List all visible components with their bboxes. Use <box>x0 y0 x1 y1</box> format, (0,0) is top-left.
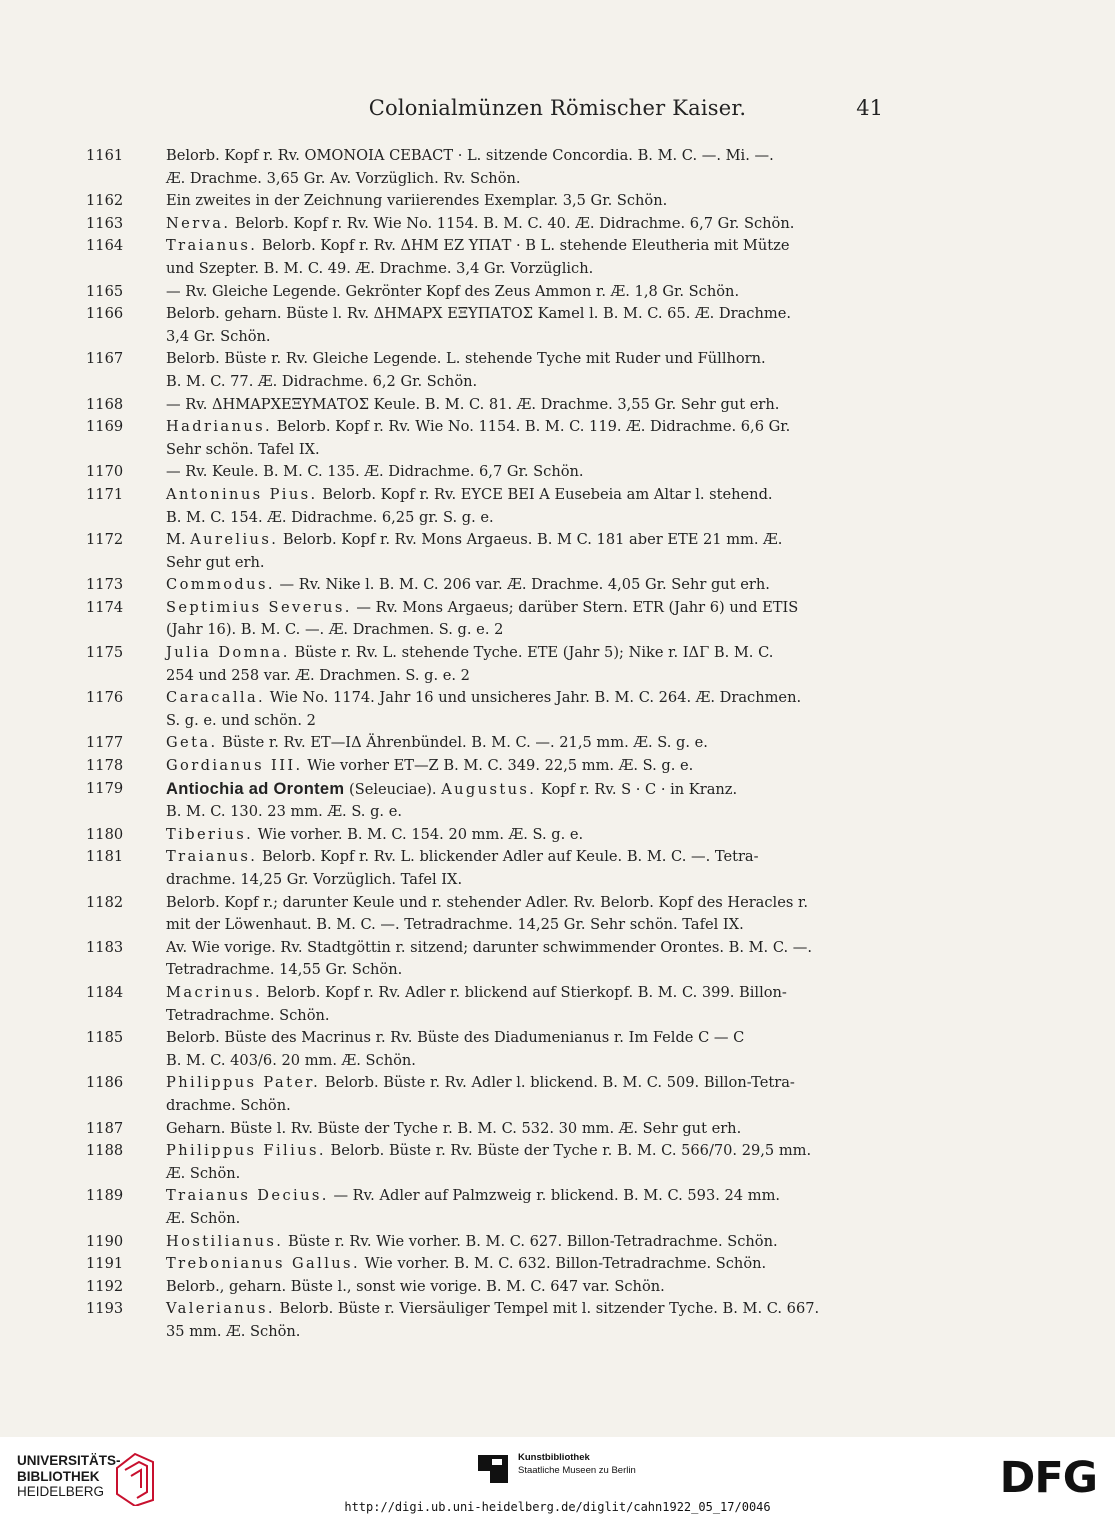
ruler-name: Trebonianus Gallus. <box>166 1255 360 1273</box>
entry-number: 1171 <box>86 485 124 503</box>
catalogue-entry <box>86 982 894 1027</box>
ruler-prenomen: M. <box>166 531 186 549</box>
catalogue-entry <box>86 597 894 642</box>
entry-number: 1167 <box>86 350 124 368</box>
entry-number: 1177 <box>86 734 124 752</box>
ub-logo-text <box>17 1453 121 1500</box>
entry-line <box>166 937 894 960</box>
entry-line <box>166 597 894 620</box>
entry-line <box>166 1027 894 1050</box>
entry-number: 1175 <box>86 644 124 662</box>
entry-number: 1172 <box>86 531 124 549</box>
entry-text: — Rv. Adler auf Palmzweig r. blickend. B. M. C. 593. 24 mm. <box>333 1187 781 1205</box>
entry-text: Belorb. geharn. Büste l. Rv. ΔΗΜΑΡΧ ΕΞΥΠΑΤΟΣ Kamel l. B. M. C. 65. Æ. Drachme. <box>166 305 791 323</box>
entry-text: mit der Löwenhaut. B. M. C. —. Tetradrachme. 14,25 Gr. Sehr schön. Tafel IX. <box>166 916 744 934</box>
entry-line <box>166 1163 894 1186</box>
entry-text: und Szepter. B. M. C. 49. Æ. Drachme. 3,4 Gr. Vorzüglich. <box>166 259 594 277</box>
dfg-logo[interactable]: DFG <box>999 1453 1097 1503</box>
entry-number: 1187 <box>86 1119 124 1137</box>
entry-number: 1189 <box>86 1187 124 1205</box>
entry-text: Ein zweites in der Zeichnung variierendes Exemplar. 3,5 Gr. Schön. <box>166 192 668 210</box>
entry-line <box>166 619 894 642</box>
entry-number: 1184 <box>86 983 124 1001</box>
entry-line <box>166 914 894 937</box>
entry-number: 1180 <box>86 825 124 843</box>
entry-number: 1173 <box>86 576 124 594</box>
entry-text: Belorb. Büste des Macrinus r. Rv. Büste des Diadumenianus r. Im Felde C — C <box>166 1029 745 1047</box>
entry-number: 1192 <box>86 1277 124 1295</box>
entry-text: — Rv. Mons Argaeus; darüber Stern. ΕΤR (Jahr 6) und ΕΤΙS <box>356 598 799 616</box>
entry-text: B. M. C. 403/6. 20 mm. Æ. Schön. <box>166 1051 416 1069</box>
entry-line <box>166 1208 894 1231</box>
catalogue-entry <box>86 1072 894 1117</box>
permalink-url[interactable]: http://digi.ub.uni-heidelberg.de/diglit/cahn1922_05_17/0046 <box>344 1500 771 1514</box>
entry-text: Büste r. Rv. ΕΤ—ΙΔ Ährenbündel. B. M. C. —. 21,5 mm. Æ. S. g. e. <box>222 734 708 752</box>
ruler-name: Valerianus. <box>166 1300 275 1318</box>
catalogue-entry <box>86 642 894 687</box>
entry-number: 1169 <box>86 418 124 436</box>
ruler-name: Hadrianus. <box>166 418 273 436</box>
entry-text: Tetradrachme. Schön. <box>166 1006 330 1024</box>
entry-text: Æ. Schön. <box>166 1209 241 1227</box>
catalogue-entry <box>86 824 894 847</box>
entry-line <box>166 190 894 213</box>
entry-number: 1168 <box>86 395 124 413</box>
ruler-name: Traianus Decius. <box>166 1187 329 1205</box>
entry-line <box>166 1140 894 1163</box>
entry-text: Geharn. Büste l. Rv. Büste der Tyche r. B. M. C. 532. 30 mm. Æ. Sehr gut erh. <box>166 1119 742 1137</box>
entry-line <box>166 642 894 665</box>
entry-text: — Rv. Gleiche Legende. Gekrönter Kopf des Zeus Ammon r. Æ. 1,8 Gr. Schön. <box>166 282 740 300</box>
entry-number: 1183 <box>86 938 124 956</box>
ub-emblem-icon <box>113 1448 157 1506</box>
entry-line <box>166 484 894 507</box>
entry-text: Belorb. Kopf r. Rv. Wie No. 1154. B. M. C. 119. Æ. Didrachme. 6,6 Gr. <box>276 418 791 436</box>
entry-line <box>166 1072 894 1095</box>
entry-text: — Rv. Nike l. B. M. C. 206 var. Æ. Drachme. 4,05 Gr. Sehr gut erh. <box>279 576 770 594</box>
entry-number: 1176 <box>86 689 124 707</box>
entry-line <box>166 258 894 281</box>
ruler-name: Augustus. <box>441 780 537 798</box>
entry-text: Av. Wie vorige. Rv. Stadtgöttin r. sitzend; darunter schwimmender Orontes. B. M. C. —. <box>166 938 812 956</box>
kunstbibliothek-emblem-icon <box>478 1455 508 1483</box>
ub-logo-line3: HEIDELBERG <box>17 1484 105 1499</box>
entry-text: Belorb., geharn. Büste l., sonst wie vorige. B. M. C. 647 var. Schön. <box>166 1277 665 1295</box>
catalogue-entry <box>86 1231 894 1254</box>
ruler-name: Hostilianus. <box>166 1232 284 1250</box>
entry-line <box>166 755 894 778</box>
entry-text: Wie vorher. B. M. C. 154. 20 mm. Æ. S. g. e. <box>257 825 584 843</box>
page-header <box>0 96 1115 122</box>
entry-line <box>166 348 894 371</box>
catalogue-entry <box>86 1253 894 1276</box>
kunstbibliothek-text <box>518 1451 636 1477</box>
ruler-name: Septimius Severus. <box>166 598 352 616</box>
entry-number: 1162 <box>86 192 124 210</box>
entry-number: 1179 <box>86 779 124 797</box>
catalogue-entry <box>86 190 894 213</box>
entry-line <box>166 574 894 597</box>
catalogue-entry <box>86 1298 894 1343</box>
catalogue-entry <box>86 846 894 891</box>
entry-line <box>166 1118 894 1141</box>
entry-line <box>166 1231 894 1254</box>
entry-line <box>166 507 894 530</box>
ruler-name: Julia Domna. <box>166 644 290 662</box>
entry-text: Belorb. Büste r. Rv. Büste der Tyche r. B. M. C. 566/70. 29,5 mm. <box>330 1142 812 1160</box>
entry-text: Belorb. Kopf r. Rv. Adler r. blickend auf Stierkopf. B. M. C. 399. Billon- <box>266 983 787 1001</box>
ruler-name: Traianus. <box>166 237 258 255</box>
entry-line <box>166 1253 894 1276</box>
entry-line <box>166 982 894 1005</box>
catalogue-entry <box>86 416 894 461</box>
section-heading-tail: (Seleuciae). <box>349 780 437 798</box>
catalogue-entry <box>86 1140 894 1185</box>
entry-line <box>166 1095 894 1118</box>
page-title: Colonialmünzen Römischer Kaiser. <box>368 96 747 120</box>
ruler-name: Tiberius. <box>166 825 254 843</box>
entry-text: 35 mm. Æ. Schön. <box>166 1322 301 1340</box>
ruler-name: Geta. <box>166 734 218 752</box>
ruler-name: Philippus Pater. <box>166 1074 321 1092</box>
entry-text: Belorb. Kopf r. Rv. ΔΗΜ ΕΖ ΥΠΑΤ · Β L. stehende Eleutheria mit Mütze <box>261 237 790 255</box>
entry-text: Tetradrachme. 14,55 Gr. Schön. <box>166 961 403 979</box>
ruler-name: Caracalla. <box>166 689 266 707</box>
catalogue-entry <box>86 303 894 348</box>
entry-text: Belorb. Büste r. Rv. Adler l. blickend. B. M. C. 509. Billon-Tetra- <box>324 1074 795 1092</box>
catalogue-entry <box>86 1118 894 1141</box>
entry-line <box>166 1185 894 1208</box>
entry-text: Æ. Schön. <box>166 1164 241 1182</box>
entry-number: 1174 <box>86 598 124 616</box>
entry-text: Belorb. Kopf r.; darunter Keule und r. stehender Adler. Rv. Belorb. Kopf des Heracles r. <box>166 893 808 911</box>
catalogue-entry <box>86 755 894 778</box>
entry-line <box>166 710 894 733</box>
entry-text: Belorb. Kopf r. Rv. L. blickender Adler auf Keule. B. M. C. —. Tetra- <box>261 848 759 866</box>
entry-line <box>166 1321 894 1344</box>
section-heading: Antiochia ad Orontem <box>166 779 345 798</box>
catalogue-entry <box>86 1276 894 1299</box>
catalogue-entry <box>86 574 894 597</box>
entry-text: Belorb. Kopf r. Rv. Mons Argaeus. B. M C. 181 aber ΕΤΕ 21 mm. Æ. <box>282 531 783 549</box>
ruler-name: Macrinus. <box>166 983 262 1001</box>
entry-number: 1191 <box>86 1255 124 1273</box>
catalogue-entry <box>86 484 894 529</box>
catalogue-entry <box>86 461 894 484</box>
kunstbibliothek-logo[interactable] <box>478 1451 678 1489</box>
entry-number: 1170 <box>86 463 124 481</box>
entry-line <box>166 326 894 349</box>
entry-text: Kopf r. Rv. S · C · in Kranz. <box>541 780 738 798</box>
entry-text: Wie vorher. B. M. C. 632. Billon-Tetradrachme. Schön. <box>364 1255 767 1273</box>
entry-line <box>166 892 894 915</box>
footer-bar <box>0 1437 1115 1519</box>
catalogue-entry <box>86 1185 894 1230</box>
ruler-name: Antoninus Pius. <box>166 485 318 503</box>
catalogue-entry <box>86 281 894 304</box>
ub-logo-line2: BIBLIOTHEK <box>17 1468 100 1484</box>
entry-line <box>166 213 894 236</box>
catalogue-entries <box>86 145 894 1343</box>
entry-text: — Rv. Keule. B. M. C. 135. Æ. Didrachme. 6,7 Gr. Schön. <box>166 463 584 481</box>
entry-line <box>166 824 894 847</box>
entry-line <box>166 552 894 575</box>
entry-number: 1165 <box>86 282 124 300</box>
entry-line <box>166 846 894 869</box>
entry-text: B. M. C. 77. Æ. Didrachme. 6,2 Gr. Schön. <box>166 372 478 390</box>
entry-text: drachme. Schön. <box>166 1096 291 1114</box>
entry-line <box>166 394 894 417</box>
catalogue-entry <box>86 892 894 937</box>
catalogue-entry <box>86 348 894 393</box>
entry-text: S. g. e. und schön. 2 <box>166 711 316 729</box>
ruler-name: Philippus Filius. <box>166 1142 326 1160</box>
entry-text: Wie No. 1174. Jahr 16 und unsicheres Jahr. B. M. C. 264. Æ. Drachmen. <box>269 689 802 707</box>
entry-number: 1188 <box>86 1142 124 1160</box>
entry-text: Wie vorher ΕΤ—Ζ B. M. C. 349. 22,5 mm. Æ. S. g. e. <box>307 757 694 775</box>
entry-text: Büste r. Rv. Wie vorher. B. M. C. 627. Billon-Tetradrachme. Schön. <box>287 1232 778 1250</box>
entry-line <box>166 1050 894 1073</box>
entry-line <box>166 416 894 439</box>
ruler-name: Commodus. <box>166 576 275 594</box>
entry-number: 1185 <box>86 1029 124 1047</box>
entry-line <box>166 371 894 394</box>
entry-text: Sehr gut erh. <box>166 553 265 571</box>
entry-number: 1182 <box>86 893 124 911</box>
entry-text: Sehr schön. Tafel IX. <box>166 440 320 458</box>
entry-line <box>166 439 894 462</box>
entry-line <box>166 145 894 168</box>
entry-number: 1190 <box>86 1232 124 1250</box>
entry-text: Belorb. Kopf r. Rv. Wie No. 1154. B. M. C. 40. Æ. Didrachme. 6,7 Gr. Schön. <box>235 214 795 232</box>
entry-text: — Rv. ΔΗΜΑΡΧΕΞΥΜΑΤΟΣ Keule. B. M. C. 81. Æ. Drachme. 3,55 Gr. Sehr gut erh. <box>166 395 780 413</box>
entry-line <box>166 235 894 258</box>
catalogue-entry <box>86 394 894 417</box>
catalogue-entry <box>86 235 894 280</box>
entry-text: Belorb. Büste r. Rv. Gleiche Legende. L. stehende Tyche mit Ruder und Füllhorn. <box>166 350 766 368</box>
entry-line <box>166 687 894 710</box>
entry-text: Büste r. Rv. L. stehende Tyche. ΕΤΕ (Jahr 5); Nike r. ΙΔΓ B. M. C. <box>294 644 774 662</box>
entry-text: drachme. 14,25 Gr. Vorzüglich. Tafel IX. <box>166 871 463 888</box>
ruler-name: Traianus. <box>166 848 258 866</box>
entry-line <box>166 665 894 688</box>
catalogue-entry <box>86 687 894 732</box>
entry-text: Belorb. Büste r. Viersäuliger Tempel mit l. sitzender Tyche. B. M. C. 667. <box>279 1300 820 1318</box>
kunstbibliothek-line2: Staatliche Museen zu Berlin <box>518 1465 636 1476</box>
entry-text: Belorb. Kopf r. Rv. ΕΥCΕ ΒΕΙ Α Eusebeia am Altar l. stehend. <box>322 485 773 503</box>
entry-number: 1166 <box>86 305 124 323</box>
entry-line <box>166 959 894 982</box>
entry-line <box>166 303 894 326</box>
catalogue-entry <box>86 213 894 236</box>
entry-text: 254 und 258 var. Æ. Drachmen. S. g. e. 2 <box>166 666 470 684</box>
entry-line <box>166 1298 894 1321</box>
entry-line <box>166 281 894 304</box>
kunstbibliothek-line1: Kunstbibliothek <box>518 1452 590 1463</box>
ub-logo-line1: UNIVERSITÄTS- <box>17 1453 121 1468</box>
ruler-name: Gordianus III. <box>166 757 303 775</box>
entry-text: Belorb. Kopf r. Rv. OMONOIA CEBACT · L. sitzende Concordia. B. M. C. —. Mi. —. <box>166 147 774 164</box>
entry-line <box>166 732 894 755</box>
entry-text: Æ. Drachme. 3,65 Gr. Av. Vorzüglich. Rv. Schön. <box>166 169 521 187</box>
entry-number: 1163 <box>86 214 124 232</box>
entry-line <box>166 801 894 824</box>
entry-text: 3,4 Gr. Schön. <box>166 327 271 345</box>
catalogue-entry <box>86 145 894 190</box>
catalogue-entry <box>86 1027 894 1072</box>
catalogue-entry <box>86 529 894 574</box>
entry-line <box>166 529 894 552</box>
entry-number: 1161 <box>86 147 124 164</box>
page-number: 41 <box>856 96 883 120</box>
entry-line <box>166 461 894 484</box>
entry-text: (Jahr 16). B. M. C. —. Æ. Drachmen. S. g. e. 2 <box>166 621 504 639</box>
entry-number: 1186 <box>86 1074 124 1092</box>
ruler-name: Aurelius. <box>190 531 279 549</box>
ruler-name: Nerva. <box>166 214 231 232</box>
entry-text: B. M. C. 154. Æ. Didrachme. 6,25 gr. S. g. e. <box>166 508 494 526</box>
catalogue-entry <box>86 778 894 824</box>
entry-line <box>166 1276 894 1299</box>
entry-number: 1193 <box>86 1300 124 1318</box>
entry-line <box>166 778 894 802</box>
entry-text: B. M. C. 130. 23 mm. Æ. S. g. e. <box>166 803 402 821</box>
entry-number: 1181 <box>86 848 124 866</box>
entry-number: 1164 <box>86 237 124 255</box>
entry-line <box>166 869 894 892</box>
entry-line <box>166 168 894 191</box>
catalogue-entry <box>86 937 894 982</box>
entry-line <box>166 1005 894 1028</box>
entry-number: 1178 <box>86 757 124 775</box>
catalogue-entry <box>86 732 894 755</box>
